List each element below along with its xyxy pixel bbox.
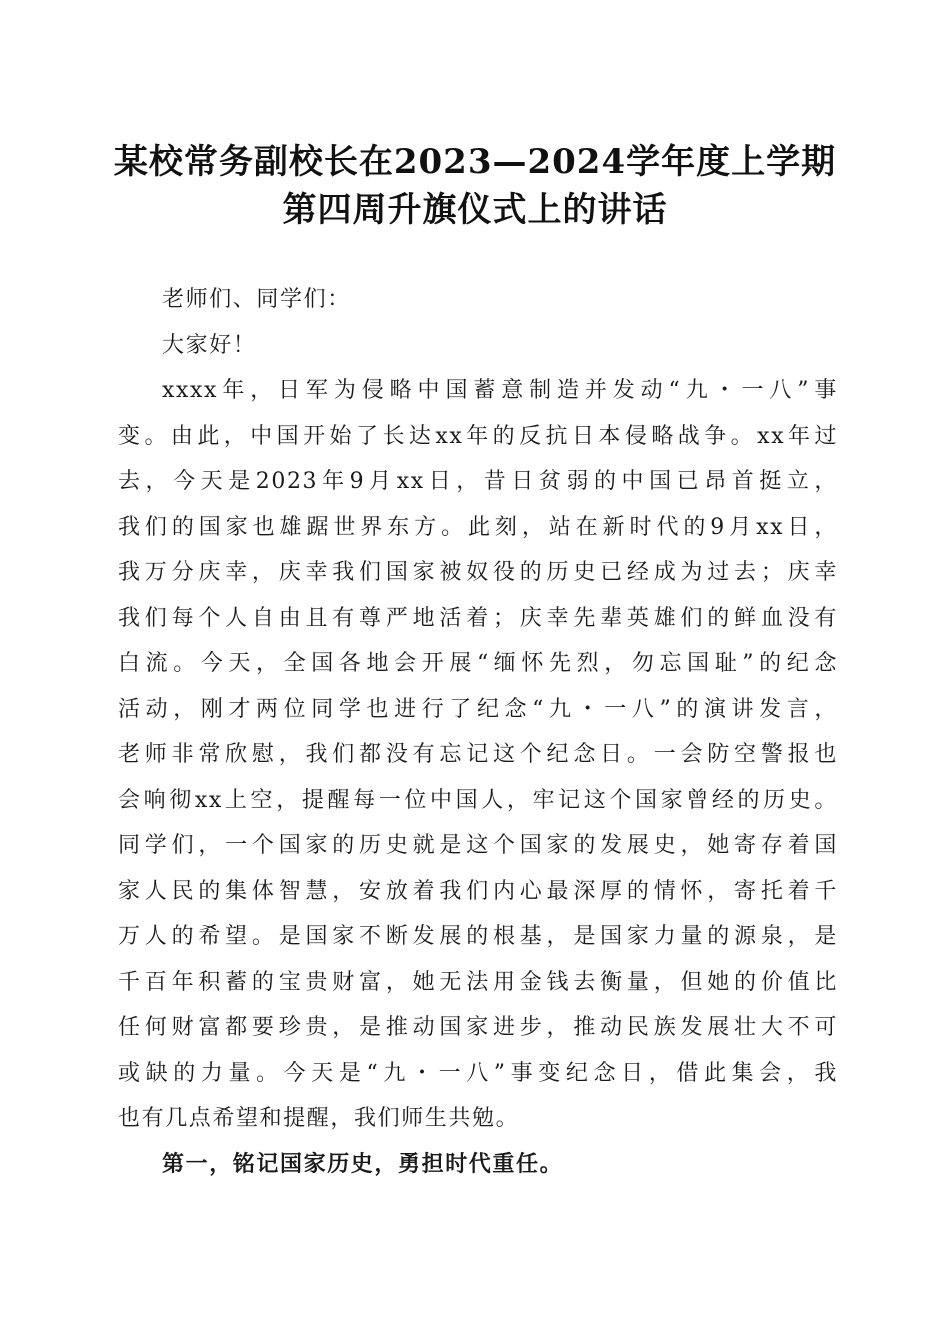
paragraph-line: 我们的国家也雄踞世界东方。此刻，站在新时代的9月xx日， (118, 514, 838, 540)
paragraph-line: 我万分庆幸，庆幸我们国家被奴役的历史已经成为过去；庆幸 (118, 560, 838, 585)
document-title (0, 138, 950, 234)
paragraph-line: 老师非常欣慰，我们都没有忘记这个纪念日。一会防空警报也 (118, 742, 838, 767)
paragraph-line: 变。由此，中国开始了长达xx年的反抗日本侵略战争。xx年过 (118, 423, 838, 449)
paragraph-line: 也有几点希望和提醒，我们师生共勉。 (118, 1106, 520, 1131)
paragraph-line: xxxx年，日军为侵略中国蓄意制造并发动“九・一八”事 (162, 378, 838, 403)
paragraph-line: 万人的希望。是国家不断发展的根基，是国家力量的源泉，是 (118, 924, 838, 949)
paragraph-line: 白流。今天，全国各地会开展“缅怀先烈，勿忘国耻”的纪念 (118, 651, 838, 676)
paragraph-line: 会响彻xx上空，提醒每一位中国人，牢记这个国家曾经的历史。 (118, 787, 838, 813)
section-heading: 第一，铭记国家历史，勇担时代重任。 (162, 1150, 564, 1177)
title-line-1: 某校常务副校长在2023—2024学年度上学期 (113, 142, 837, 182)
document-body (118, 277, 838, 1187)
paragraph-line: 任何财富都要珍贵，是推动国家进步，推动民族发展壮大不可 (118, 1015, 838, 1040)
title-line-2: 第四周升旗仪式上的讲话 (282, 190, 668, 230)
greeting: 大家好！ (162, 332, 257, 358)
main-paragraph (118, 368, 838, 1142)
paragraph-line: 我们每个人自由且有尊严地活着；庆幸先辈英雄们的鲜血没有 (118, 605, 838, 631)
paragraph-line: 去，今天是2023年9月xx日，昔日贫弱的中国已昂首挺立， (118, 469, 838, 494)
paragraph-line: 活动，刚才两位同学也进行了纪念“九・一八”的演讲发言， (118, 696, 838, 722)
paragraph-line: 家人民的集体智慧，安放着我们内心最深厚的情怀，寄托着千 (118, 878, 838, 904)
paragraph-line: 或缺的力量。今天是“九・一八”事变纪念日，借此集会，我 (118, 1060, 838, 1086)
salutation: 老师们、同学们： (162, 287, 351, 312)
paragraph-line: 同学们，一个国家的历史就是这个国家的发展史，她寄存着国 (118, 833, 838, 858)
paragraph-line: 千百年积蓄的宝贵财富，她无法用金钱去衡量，但她的价值比 (118, 969, 838, 995)
